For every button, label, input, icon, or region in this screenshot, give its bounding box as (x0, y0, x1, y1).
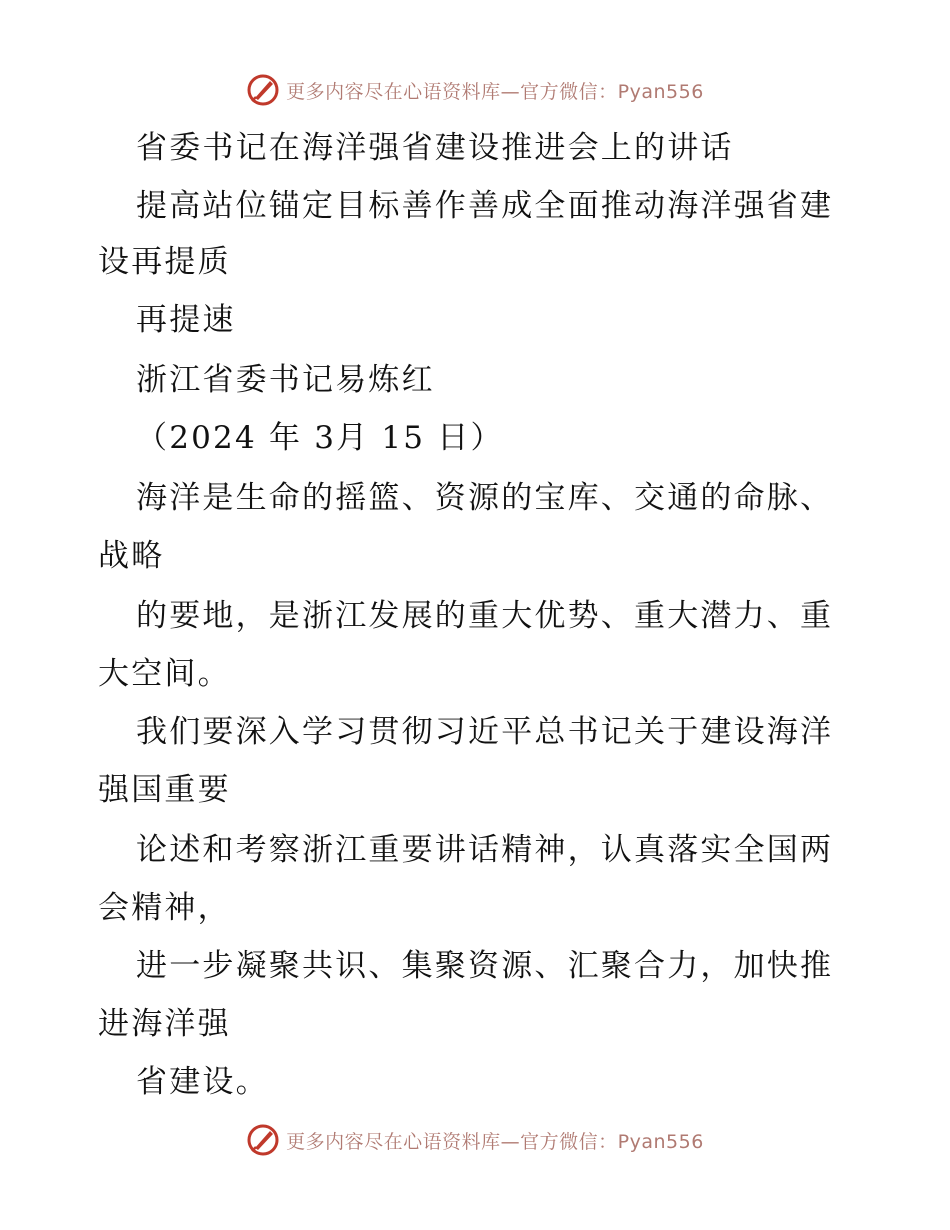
subtitle-line: 设再提质 (98, 244, 231, 280)
subtitle-line: 再提速 (136, 302, 236, 338)
paragraph-line: 我们要深入学习贯彻习近平总书记关于建设海洋 (136, 714, 834, 750)
paragraph-line: 论述和考察浙江重要讲话精神，认真落实全国两 (136, 832, 834, 868)
watermark-text: 更多内容尽在心语资料库—官方微信：Pyan556 (286, 80, 704, 103)
paragraph-line: 进海洋强 (98, 1006, 231, 1042)
paragraph-line: 会精神， (98, 890, 231, 926)
paragraph-line: 省建设。 (136, 1064, 269, 1100)
quill-logo-icon (246, 1123, 280, 1157)
author-line: 浙江省委书记易炼红 (136, 362, 435, 398)
date-line: （2024 年 3月 15 日） (136, 420, 504, 456)
quill-logo-icon (246, 73, 280, 107)
watermark-footer (0, 1120, 950, 1160)
subtitle-line: 提高站位锚定目标善作善成全面推动海洋强省建 (136, 188, 834, 224)
document-title: 省委书记在海洋强省建设推进会上的讲话 (136, 130, 734, 166)
paragraph-line: 大空间。 (98, 656, 231, 692)
paragraph-line: 的要地，是浙江发展的重大优势、重大潜力、重 (136, 598, 834, 634)
paragraph-line: 海洋是生命的摇篮、资源的宝库、交通的命脉、 (136, 480, 834, 516)
watermark-header (0, 70, 950, 110)
watermark-text: 更多内容尽在心语资料库—官方微信：Pyan556 (286, 1130, 704, 1153)
paragraph-line: 强国重要 (98, 772, 231, 808)
paragraph-line: 进一步凝聚共识、集聚资源、汇聚合力，加快推 (136, 948, 834, 984)
paragraph-line: 战略 (98, 538, 165, 574)
